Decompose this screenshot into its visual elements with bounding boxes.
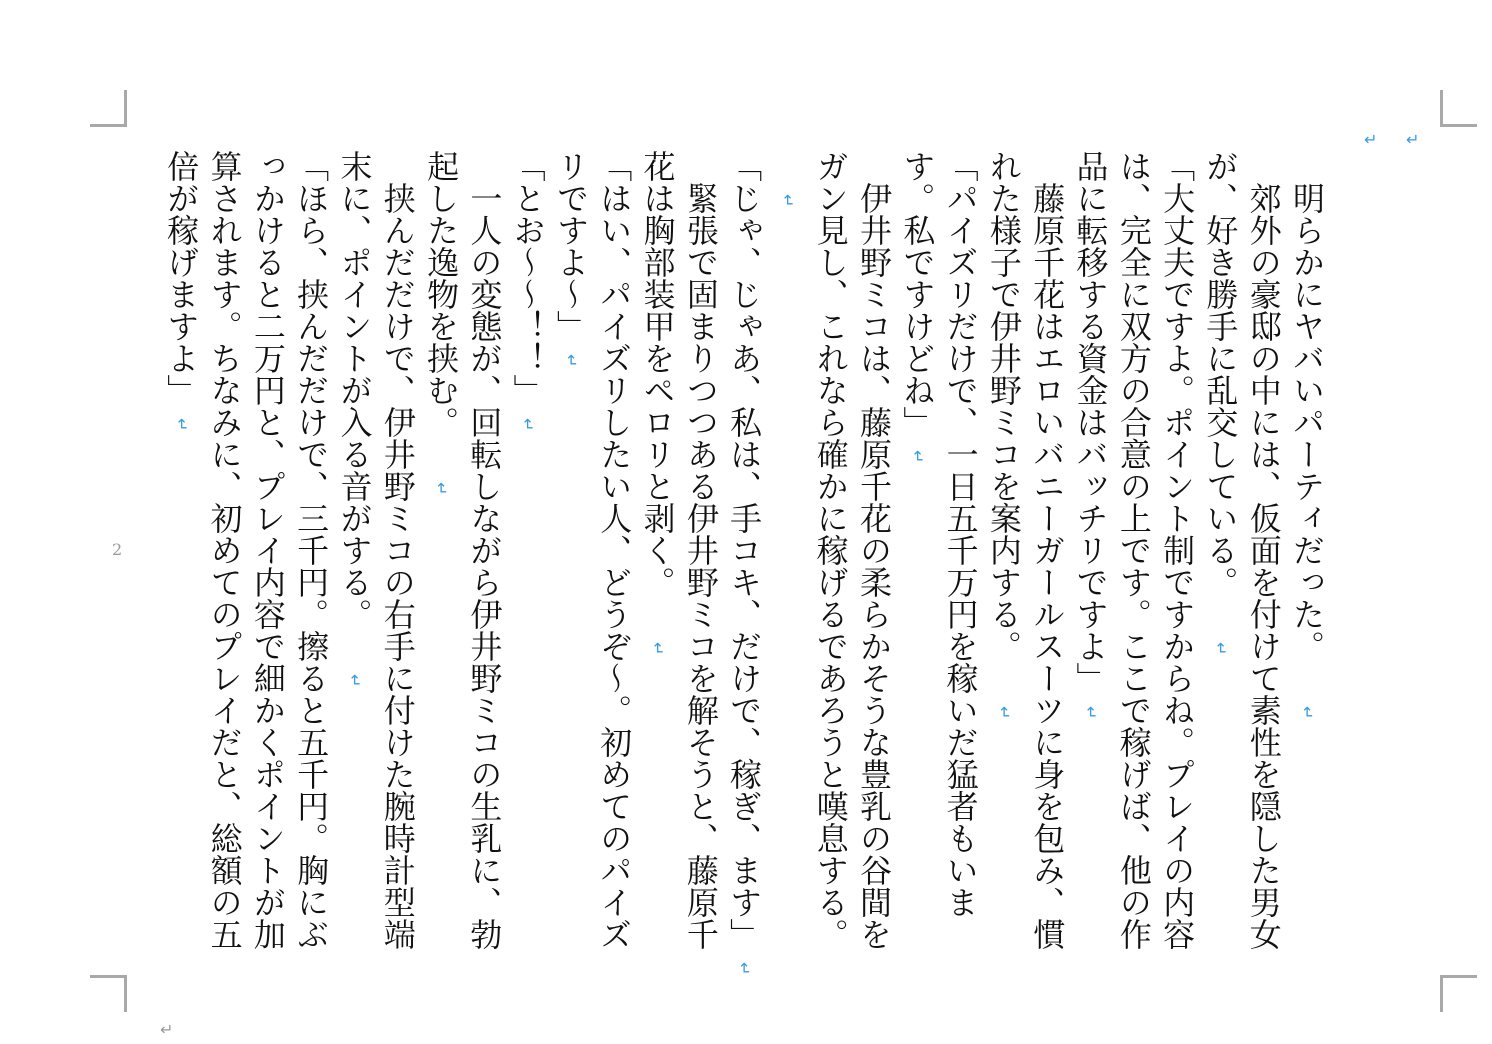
- paragraph: [419, 150, 506, 980]
- paragraph-text: 「はい、パイズリしたい人、どうぞ〜。初めてのパイズリですよ〜」: [551, 150, 634, 950]
- paragraph-text: 「ほら、挟んだだけで、三千円。擦ると五千円。胸にぶっかけると二万円と、プレイ内容で細かくポイントが加算されます。ちなみに、初めてのプレイだと、総額の五倍が稼げますよ」: [162, 150, 331, 950]
- paragraph-mark-icon: ↵: [994, 706, 1014, 720]
- crop-mark-top-left: [90, 90, 127, 127]
- paragraph-text: 「パイズリだけで、一日五千万円を稼いだ猛者もいます。私ですけどね」: [898, 150, 980, 918]
- empty-paragraph-mark-icon: ↵: [1364, 130, 1378, 149]
- paragraph-mark-icon: ↵: [518, 418, 538, 432]
- paragraph-mark-icon: ↵: [345, 674, 365, 688]
- paragraph-text: 伊井野ミコは、藤原千花の柔らかそうな豊乳の谷間をガン見し、これなら確かに稼げるであろうと嘆息する。: [811, 150, 894, 950]
- paragraph: [635, 150, 722, 980]
- crop-mark-bottom-right: [1440, 975, 1477, 1012]
- paragraph: [549, 150, 636, 980]
- paragraph-mark-icon: ↵: [908, 450, 928, 464]
- paragraph-text: 「大丈夫ですよ。ポイント制ですからね。プレイの内容は、完全に双方の合意の上です。ここで稼げば、他の作品に転移する資金はバッチリですよ」: [1071, 150, 1197, 950]
- document-body[interactable]: [128, 150, 1328, 980]
- paragraph: [159, 150, 332, 980]
- paragraph-text: 藤原千花はエロいバニーガールスーツに身を包み、慣れた様子で伊井野ミコを案内する。: [984, 150, 1067, 950]
- empty-paragraph-mark-icon: ↵: [1406, 130, 1420, 149]
- paragraph: [332, 150, 419, 980]
- paragraph-mark-icon: ↵: [778, 194, 798, 208]
- paragraph: [765, 150, 895, 980]
- paragraph-text: 郊外の豪邸の中には、仮面を付けて素性を隠した男女が、好き勝手に乱交している。: [1201, 150, 1283, 950]
- crop-mark-bottom-left: [90, 975, 127, 1012]
- paragraph: [722, 150, 765, 980]
- paragraph: [1198, 150, 1285, 980]
- paragraph: [895, 150, 982, 980]
- paragraph: [505, 150, 548, 980]
- paragraph-text: 緊張で固まりつつある伊井野ミコを解そうと、藤原千花は胸部装甲をペロリと剥く。: [638, 150, 720, 950]
- paragraph-text: 「じゃ、じゃあ、私は、手コキ、だけで、稼ぎ、ます」: [725, 150, 764, 950]
- paragraph-mark-icon: ↵: [1298, 706, 1317, 720]
- trailing-paragraph-mark-icon: ↵: [160, 1020, 174, 1039]
- paragraph-mark-icon: ↵: [561, 354, 581, 368]
- paragraph-mark-icon: ↵: [735, 962, 755, 976]
- paragraph: [1285, 150, 1328, 980]
- paragraph-text: 一人の変態が、回転しながら伊井野ミコの生乳に、勃起した逸物を挟む。: [422, 150, 504, 950]
- paragraph-mark-icon: ↵: [172, 418, 192, 432]
- paragraph-mark-icon: ↵: [1081, 706, 1101, 720]
- paragraph-text: 挟んだだけで、伊井野ミコの右手に付けた腕時計型端末に、ポイントが入る音がする。: [335, 150, 417, 950]
- paragraph-mark-icon: ↵: [432, 482, 452, 496]
- paragraph-mark-icon: ↵: [648, 642, 668, 656]
- paragraph: [982, 150, 1069, 980]
- paragraph: [1068, 150, 1198, 980]
- crop-mark-top-right: [1440, 90, 1477, 127]
- paragraph-mark-icon: ↵: [1211, 642, 1231, 656]
- page-number: 2: [112, 540, 123, 559]
- paragraph-text: 明らかにヤバいパーティだった。: [1288, 182, 1326, 662]
- paragraph-text: 「とお〜〜！！」: [508, 150, 547, 406]
